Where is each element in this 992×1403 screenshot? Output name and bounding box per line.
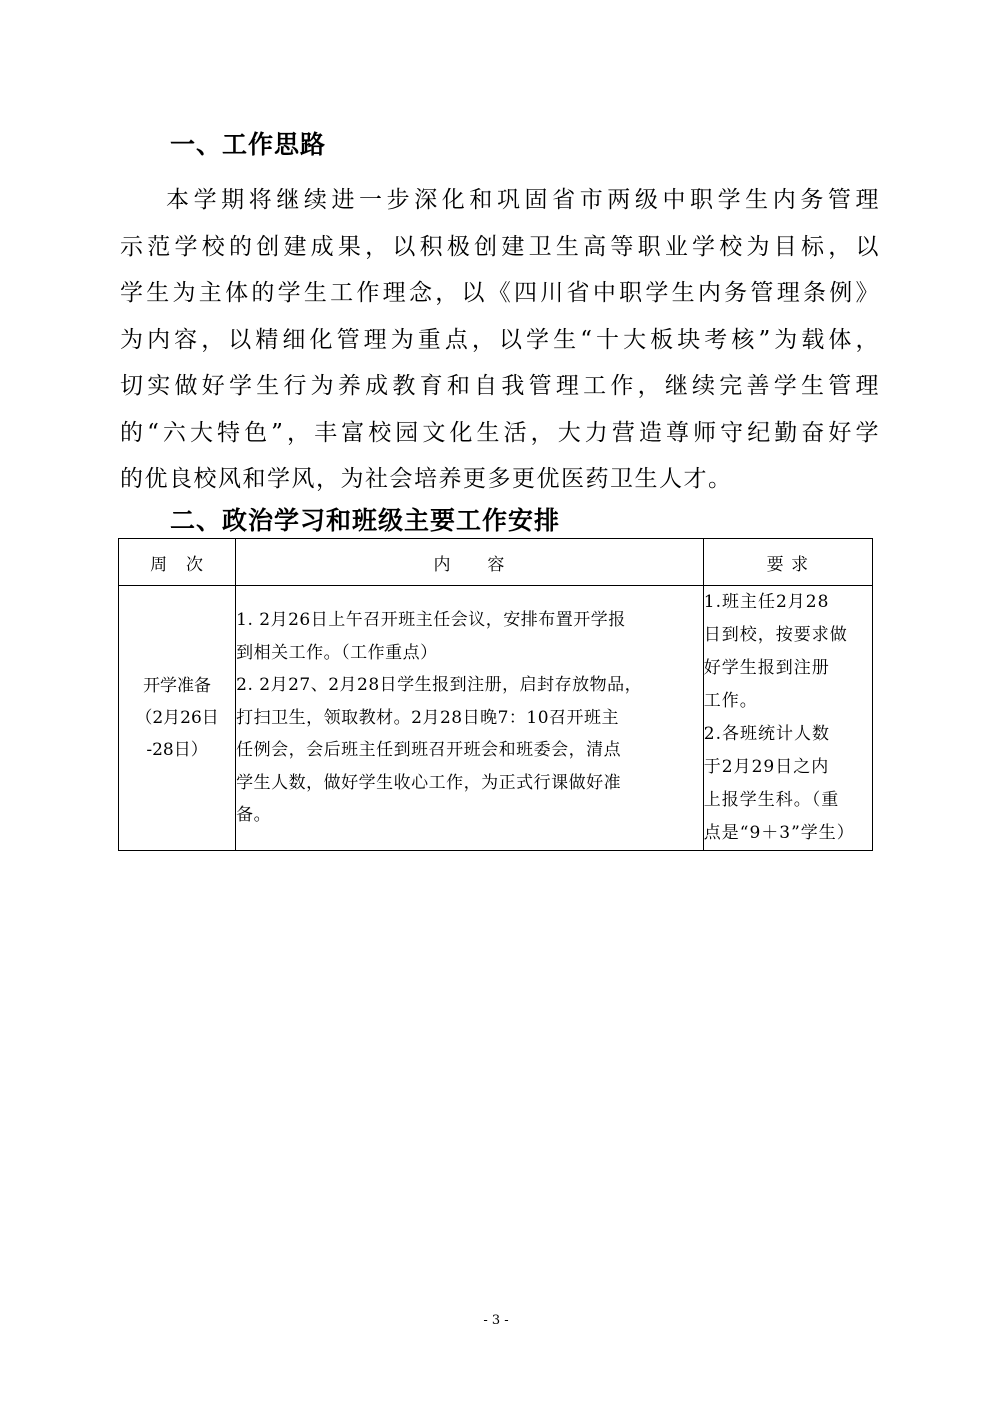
- header-content: 内 容: [236, 539, 704, 586]
- content-line: 学生人数，做好学生收心工作，为正式行课做好准: [236, 772, 622, 793]
- header-requirement: 要 求: [703, 539, 872, 586]
- requirement-line: 于2月29日之内: [703, 757, 830, 777]
- paragraph-line: 本学期将继续进一步深化和巩固省市两级中职学生内务管理: [166, 187, 880, 213]
- paragraph-line: 学生为主体的学生工作理念，以《四川省中职学生内务管理条例》: [120, 280, 880, 306]
- content-line: 备。: [236, 805, 272, 826]
- paragraph-line: 的“六大特色”，丰富校园文化生活，大力营造尊师守纪勤奋好学: [120, 419, 880, 446]
- week-line: 开学准备: [143, 676, 212, 696]
- paragraph-line: 切实做好学生行为养成教育和自我管理工作，继续完善学生管理: [120, 373, 880, 399]
- week-line: -28日）: [146, 740, 208, 760]
- paragraph-line: 示范学校的创建成果，以积极创建卫生高等职业学校为目标，以: [120, 233, 880, 260]
- requirement-line: 日到校，按要求做: [703, 625, 848, 645]
- requirement-line: 点是“9＋3”学生）: [703, 823, 855, 843]
- requirement-cell: [703, 586, 872, 851]
- paragraph-line: 为内容，以精细化管理为重点，以学生“十大板块考核”为载体，: [120, 326, 880, 353]
- section-1-paragraph: [120, 177, 880, 503]
- requirement-line: 2.各班统计人数: [703, 724, 830, 744]
- table-row: [119, 586, 873, 851]
- requirement-line: 工作。: [703, 691, 758, 711]
- paragraph-line: 的优良校风和学风，为社会培养更多更优医药卫生人才。: [120, 466, 733, 492]
- content-line: 打扫卫生，领取教材。2月28日晚7：10召开班主: [236, 707, 620, 728]
- requirement-line: 1.班主任2月28: [703, 592, 830, 612]
- week-cell: [119, 586, 236, 851]
- schedule-table: [118, 538, 873, 851]
- section-1-heading: 一、工作思路: [170, 130, 327, 159]
- table-header-row: [119, 539, 873, 586]
- content-line: 任例会，会后班主任到班召开班会和班委会，清点: [236, 740, 622, 761]
- content-line: 1. 2月26日上午召开班主任会议，安排布置开学报: [236, 610, 626, 631]
- header-week: 周 次: [119, 539, 236, 586]
- content-cell: [236, 586, 704, 851]
- section-2-heading: 二、政治学习和班级主要工作安排: [170, 506, 561, 535]
- content-line: 2. 2月27、2月28日学生报到注册，启封存放物品，: [236, 675, 643, 696]
- content-line: 到相关工作。（工作重点）: [236, 642, 438, 663]
- week-line: （2月26日: [135, 708, 219, 728]
- requirement-line: 好学生报到注册: [703, 658, 830, 678]
- page-number: - 3 -: [483, 1313, 509, 1328]
- requirement-line: 上报学生科。（重: [703, 790, 840, 810]
